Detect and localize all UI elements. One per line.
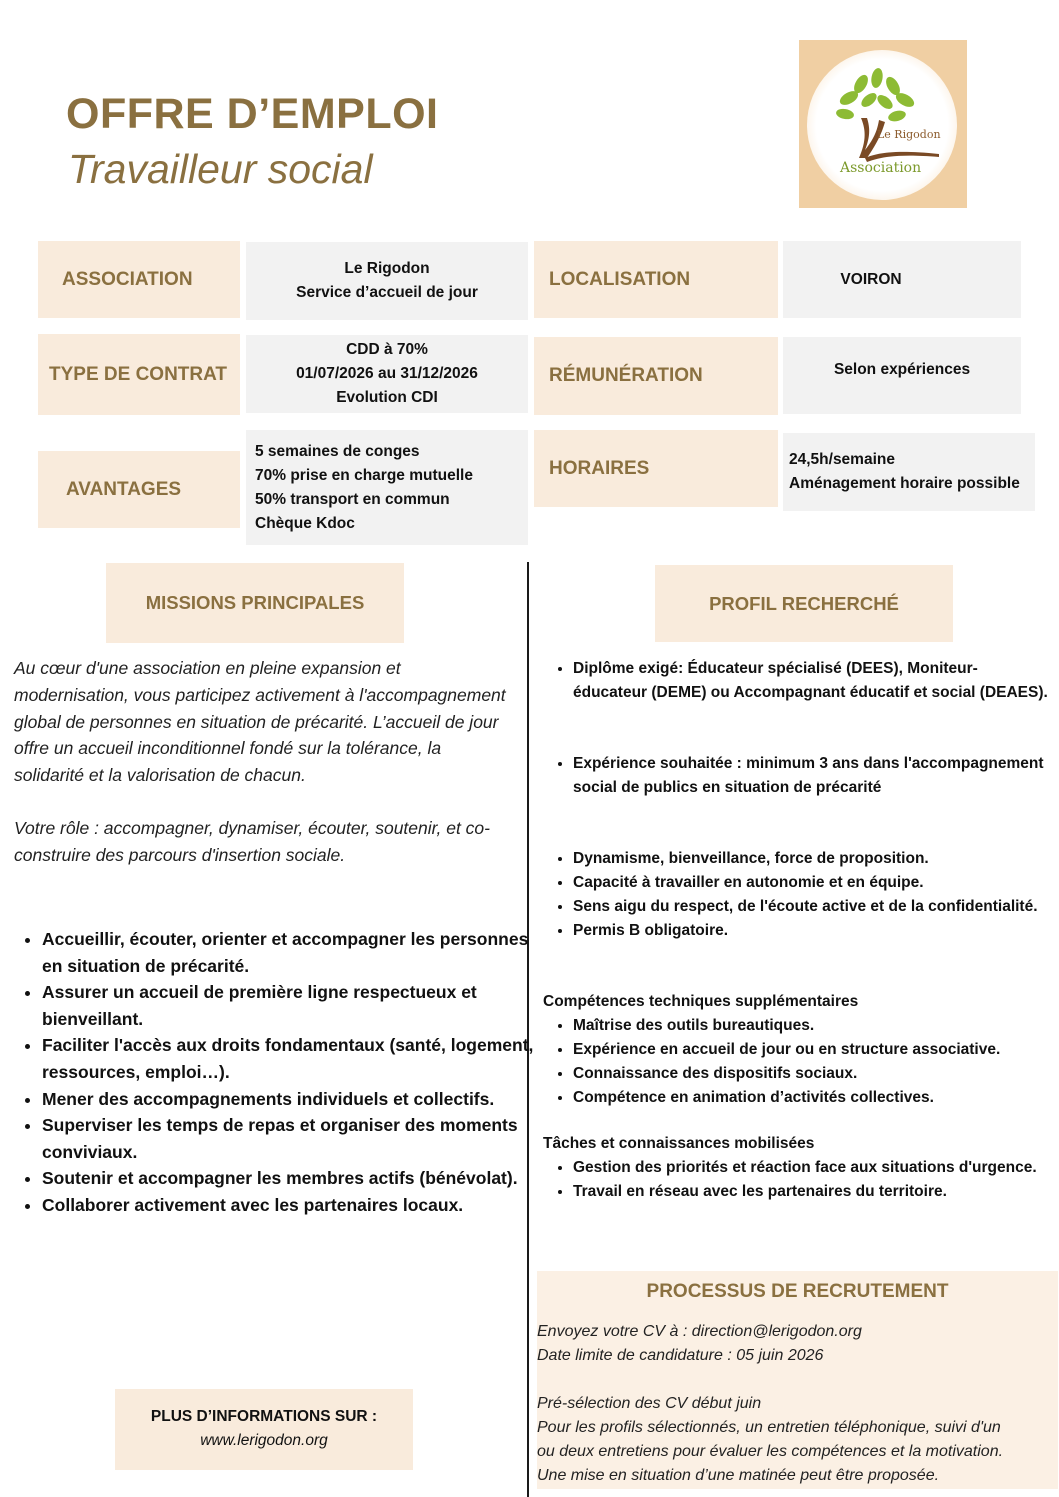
list-item: • Capacité à travailler en autonomie et en équipe. — [573, 871, 1051, 895]
value-localisation: VOIRON — [783, 241, 1021, 318]
profil-experience-list — [537, 752, 1051, 800]
recruitment-box — [537, 1271, 1058, 1489]
taches-title: Tâches et connaissances mobilisées — [543, 1135, 815, 1152]
value-contrat — [246, 335, 528, 413]
recruitment-line: Une mise en situation d’une matinée peut être proposée. — [537, 1467, 940, 1484]
profil-diplome-list — [537, 657, 1051, 705]
list-item: • Accueillir, écouter, orienter et accompagner les personnes en situation de précarité. — [42, 926, 542, 979]
label-localisation: LOCALISATION — [534, 241, 778, 318]
list-item: • Travail en réseau avec les partenaires du territoire. — [573, 1180, 1043, 1204]
taches-list — [537, 1156, 1043, 1204]
list-item: • Faciliter l'accès aux droits fondamentaux (santé, logement, ressources, emploi…). — [42, 1032, 542, 1085]
list-item: • Mener des accompagnements individuels et collectifs. — [42, 1086, 542, 1113]
recruitment-heading: PROCESSUS DE RECRUTEMENT — [646, 1281, 949, 1302]
label-association: ASSOCIATION — [38, 241, 240, 318]
missions-heading: MISSIONS PRINCIPALES — [106, 563, 404, 643]
list-item: • Collaborer activement avec les partenaires locaux. — [42, 1192, 542, 1219]
value-line: 70% prise en charge mutuelle — [255, 466, 473, 484]
recruitment-line: ou deux entretiens pour évaluer les compétences et la motivation. — [537, 1443, 1004, 1460]
list-item: • Permis B obligatoire. — [573, 919, 1051, 943]
intro-paragraph: Au cœur d'une association en pleine expansion et modernisation, vous participez activement à l'accompagnement global de personnes en situation de précarité. L’accueil de jour offre un accueil inconditionnel fondé sur la tolérance, la solidarité et la valorisation de chacun. — [14, 658, 506, 786]
list-item: • Expérience en accueil de jour ou en structure associative. — [573, 1038, 1059, 1062]
value-association — [246, 242, 528, 320]
recruitment-line: Pré-sélection des CV début juin — [537, 1395, 762, 1412]
competences-list — [537, 1014, 1059, 1110]
logo-name: Le Rigodon — [877, 128, 941, 141]
value-line: Aménagement horaire possible — [789, 475, 1020, 492]
profil-qualities-list — [537, 847, 1051, 943]
recruitment-line: Date limite de candidature : 05 juin 2026 — [537, 1347, 824, 1364]
value-line: Chèque Kdoc — [255, 514, 355, 532]
list-item: • Sens aigu du respect, de l'écoute active et de la confidentialité. — [573, 895, 1051, 919]
list-item: • Diplôme exigé: Éducateur spécialisé (DEES), Moniteur-éducateur (DEME) ou Accompagnant éducatif et social (DEAES). — [573, 657, 1051, 705]
page-title: OFFRE D’EMPLOI — [66, 90, 439, 138]
label-avantages: AVANTAGES — [38, 451, 240, 528]
competences-title: Compétences techniques supplémentaires — [543, 993, 859, 1010]
page-subtitle: Travailleur social — [68, 146, 373, 192]
association-logo — [799, 40, 967, 208]
list-item: • Connaissance des dispositifs sociaux. — [573, 1062, 1059, 1086]
value-remuneration: Selon expériences — [783, 337, 1021, 414]
list-item: • Compétence en animation d’activités collectives. — [573, 1086, 1059, 1110]
list-item: • Superviser les temps de repas et organiser des moments conviviaux. — [42, 1112, 542, 1165]
intro-paragraph: Votre rôle : accompagner, dynamiser, écouter, soutenir, et co-construire des parcours d'insertion sociale. — [14, 817, 490, 865]
recruitment-line: Envoyez votre CV à : direction@lerigodon.org — [537, 1323, 862, 1340]
logo-label: Association — [840, 160, 922, 176]
label-remuneration: RÉMUNÉRATION — [534, 337, 778, 415]
value-line: 5 semaines de conges — [255, 442, 420, 460]
info-label: PLUS D’INFORMATIONS SUR : — [150, 1408, 378, 1425]
list-item: • Maîtrise des outils bureautiques. — [573, 1014, 1059, 1038]
value-line: 50% transport en commun — [255, 490, 450, 508]
recruitment-text — [537, 1320, 1058, 1488]
list-item: • Soutenir et accompagner les membres actifs (bénévolat). — [42, 1165, 542, 1192]
value-line: 24,5h/semaine — [789, 451, 895, 468]
value-line: CDD à 70% — [346, 341, 428, 358]
value-line: 01/07/2026 au 31/12/2026 — [296, 365, 478, 382]
website-link[interactable]: www.lerigodon.org — [200, 1432, 328, 1449]
value-line: Evolution CDI — [336, 389, 438, 406]
value-horaires — [783, 433, 1035, 511]
list-item: • Expérience souhaitée : minimum 3 ans dans l'accompagnement social de publics en situation de précarité — [573, 752, 1051, 800]
label-contrat: TYPE DE CONTRAT — [38, 334, 240, 415]
list-item: • Gestion des priorités et réaction face aux situations d'urgence. — [573, 1156, 1043, 1180]
label-horaires: HORAIRES — [534, 430, 778, 507]
info-box — [115, 1389, 413, 1470]
value-avantages — [246, 430, 528, 545]
list-item: • Assurer un accueil de première ligne respectueux et bienveillant. — [42, 979, 542, 1032]
value-line: Service d’accueil de jour — [296, 284, 478, 301]
profil-heading: PROFIL RECHERCHÉ — [655, 565, 953, 642]
list-item: • Dynamisme, bienveillance, force de proposition. — [573, 847, 1051, 871]
recruitment-spacer — [537, 1368, 1058, 1392]
tree-icon — [799, 40, 967, 208]
value-line: Le Rigodon — [344, 260, 430, 277]
recruitment-line: Pour les profils sélectionnés, un entretien téléphonique, suivi d'un — [537, 1419, 1001, 1436]
missions-list — [14, 926, 542, 1219]
missions-intro — [14, 655, 514, 869]
